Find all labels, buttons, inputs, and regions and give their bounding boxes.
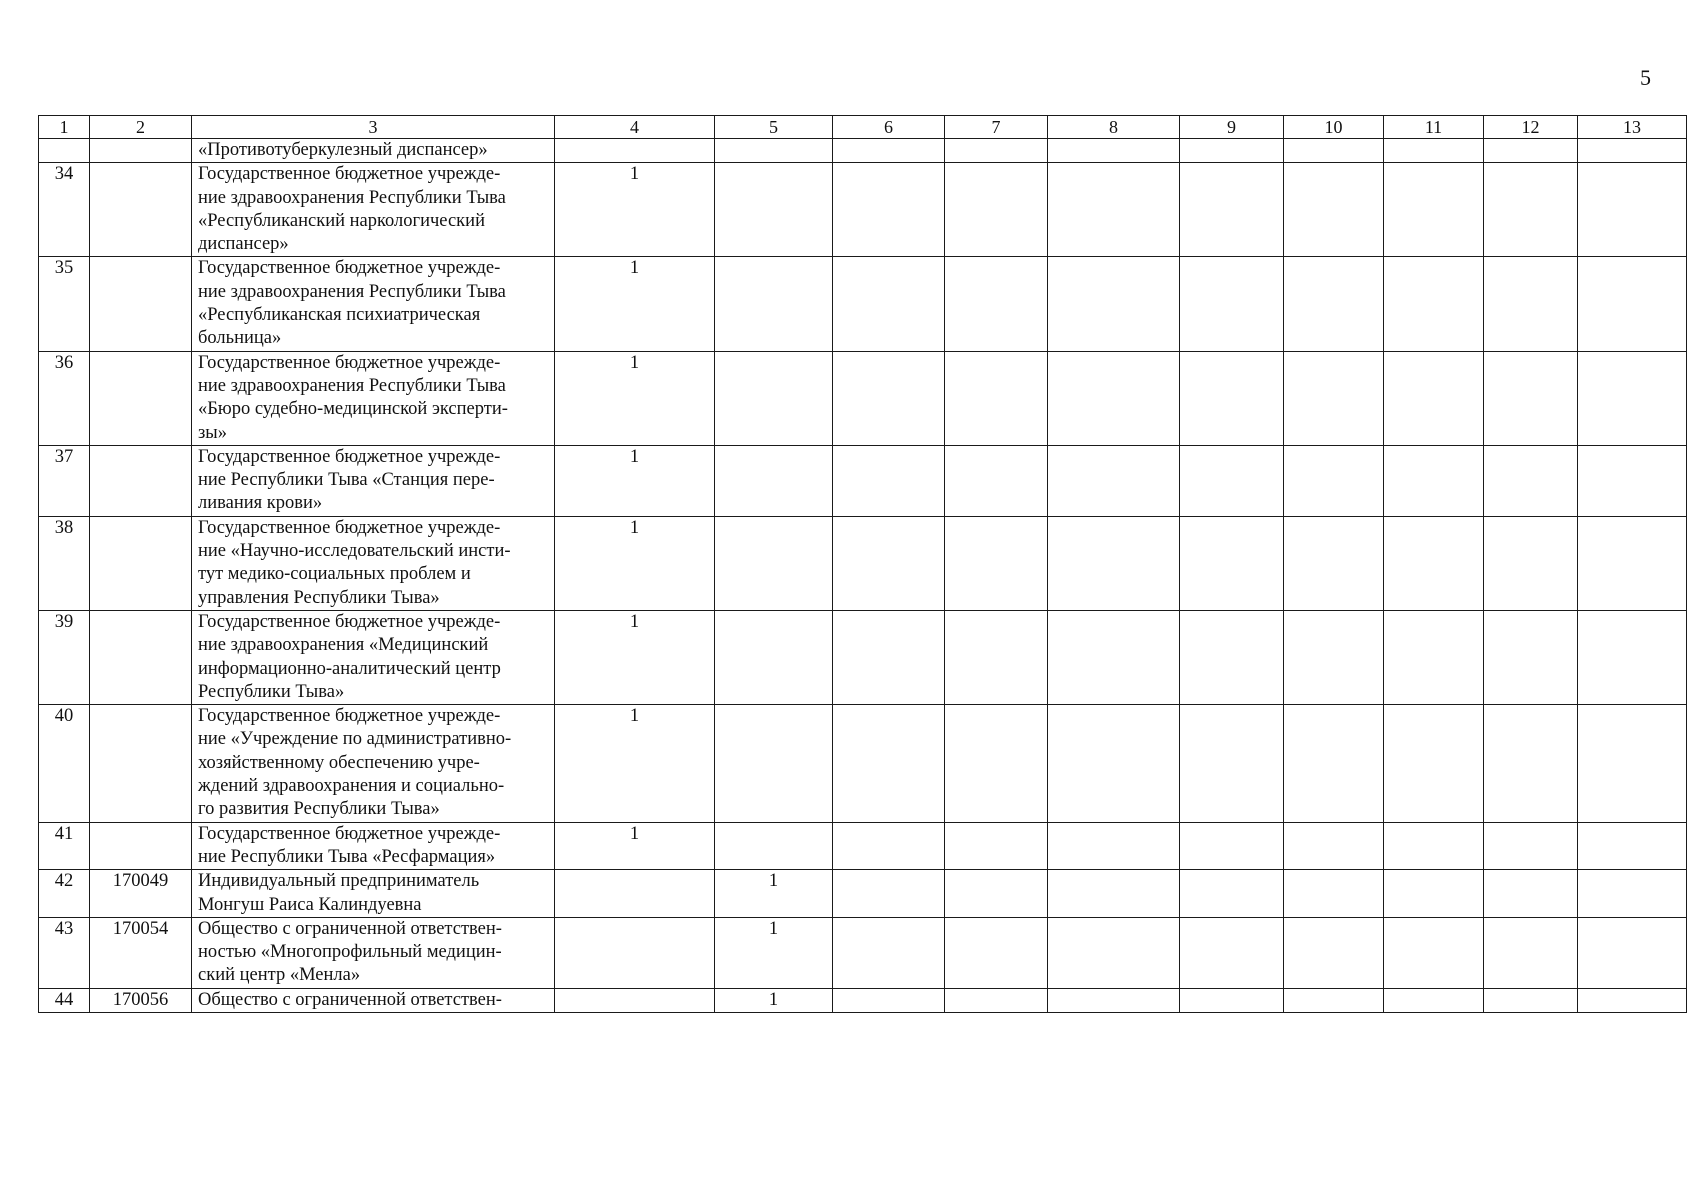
value-cell-col-10 bbox=[1284, 917, 1384, 988]
value-cell-col-4: 1 bbox=[555, 516, 715, 610]
value-cell-col-11 bbox=[1384, 445, 1484, 516]
row-code bbox=[90, 705, 192, 822]
value-cell-col-10 bbox=[1284, 163, 1384, 257]
value-cell-col-11 bbox=[1384, 705, 1484, 822]
value-cell-col-6 bbox=[833, 870, 945, 918]
organization-name-line: диспансер» bbox=[198, 234, 289, 255]
value-cell-col-8 bbox=[1048, 257, 1180, 351]
value-cell-col-12 bbox=[1484, 516, 1578, 610]
column-header: 11 bbox=[1384, 116, 1484, 139]
value-cell-col-9 bbox=[1180, 610, 1284, 704]
value-cell-col-13 bbox=[1578, 705, 1687, 822]
value-cell-col-5 bbox=[715, 163, 833, 257]
value-cell-col-4: 1 bbox=[555, 445, 715, 516]
value-cell-col-4: 1 bbox=[555, 257, 715, 351]
value-cell-col-12 bbox=[1484, 610, 1578, 704]
organization-name-line: Государственное бюджетное учрежде- bbox=[198, 446, 501, 467]
value-cell-col-7 bbox=[945, 139, 1048, 163]
value-cell-col-4: 1 bbox=[555, 822, 715, 870]
value-cell-col-6 bbox=[833, 351, 945, 445]
value-cell-col-9 bbox=[1180, 139, 1284, 163]
organization-name-line: «Бюро судебно-медицинской эксперти- bbox=[198, 399, 508, 420]
column-number-row bbox=[39, 116, 1687, 139]
column-header: 8 bbox=[1048, 116, 1180, 139]
value-cell-col-8 bbox=[1048, 822, 1180, 870]
table-row bbox=[39, 705, 1687, 822]
row-number: 37 bbox=[39, 445, 90, 516]
value-cell-col-10 bbox=[1284, 516, 1384, 610]
organization-name-line: ние здравоохранения Республики Тыва bbox=[198, 375, 506, 396]
value-cell-col-4: 1 bbox=[555, 163, 715, 257]
organization-name bbox=[192, 139, 555, 163]
value-cell-col-5 bbox=[715, 822, 833, 870]
value-cell-col-8 bbox=[1048, 516, 1180, 610]
value-cell-col-12 bbox=[1484, 822, 1578, 870]
value-cell-col-5: 1 bbox=[715, 988, 833, 1012]
row-code: 170054 bbox=[90, 917, 192, 988]
value-cell-col-11 bbox=[1384, 917, 1484, 988]
row-code bbox=[90, 822, 192, 870]
value-cell-col-7 bbox=[945, 610, 1048, 704]
value-cell-col-10 bbox=[1284, 705, 1384, 822]
organization-name-line: Государственное бюджетное учрежде- bbox=[198, 611, 501, 632]
value-cell-col-13 bbox=[1578, 610, 1687, 704]
value-cell-col-11 bbox=[1384, 139, 1484, 163]
value-cell-col-6 bbox=[833, 917, 945, 988]
value-cell-col-10 bbox=[1284, 610, 1384, 704]
organization-name-line: го развития Республики Тыва» bbox=[198, 799, 440, 820]
organization-name bbox=[192, 163, 555, 257]
value-cell-col-8 bbox=[1048, 610, 1180, 704]
organization-name-line: ние Республики Тыва «Ресфармация» bbox=[198, 846, 496, 867]
value-cell-col-5 bbox=[715, 445, 833, 516]
value-cell-col-7 bbox=[945, 870, 1048, 918]
table-row bbox=[39, 870, 1687, 918]
row-number: 42 bbox=[39, 870, 90, 918]
organization-name bbox=[192, 610, 555, 704]
organization-name-line: Республики Тыва» bbox=[198, 681, 345, 702]
organization-name-line: «Противотуберкулезный диспансер» bbox=[198, 140, 488, 160]
organization-name bbox=[192, 822, 555, 870]
value-cell-col-12 bbox=[1484, 445, 1578, 516]
organization-name-line: Общество с ограниченной ответствен- bbox=[198, 989, 502, 1010]
row-code bbox=[90, 139, 192, 163]
value-cell-col-12 bbox=[1484, 705, 1578, 822]
row-number: 38 bbox=[39, 516, 90, 610]
value-cell-col-8 bbox=[1048, 870, 1180, 918]
value-cell-col-13 bbox=[1578, 917, 1687, 988]
organization-name-line: ский центр «Менла» bbox=[198, 965, 361, 986]
organization-name-line: тут медико-социальных проблем и bbox=[198, 564, 471, 585]
row-number: 35 bbox=[39, 257, 90, 351]
value-cell-col-6 bbox=[833, 516, 945, 610]
value-cell-col-6 bbox=[833, 705, 945, 822]
value-cell-col-13 bbox=[1578, 870, 1687, 918]
table-row bbox=[39, 351, 1687, 445]
row-code bbox=[90, 163, 192, 257]
value-cell-col-11 bbox=[1384, 870, 1484, 918]
organization-name-line: ние здравоохранения Республики Тыва bbox=[198, 187, 506, 208]
value-cell-col-10 bbox=[1284, 351, 1384, 445]
organization-name-line: больница» bbox=[198, 328, 282, 349]
value-cell-col-8 bbox=[1048, 445, 1180, 516]
value-cell-col-8 bbox=[1048, 351, 1180, 445]
value-cell-col-7 bbox=[945, 988, 1048, 1012]
value-cell-col-7 bbox=[945, 917, 1048, 988]
value-cell-col-12 bbox=[1484, 257, 1578, 351]
organization-name-line: ждений здравоохранения и социально- bbox=[198, 776, 505, 797]
value-cell-col-7 bbox=[945, 351, 1048, 445]
value-cell-col-6 bbox=[833, 822, 945, 870]
data-table bbox=[38, 115, 1687, 1013]
value-cell-col-13 bbox=[1578, 988, 1687, 1012]
organization-name-line: «Республиканская психиатрическая bbox=[198, 305, 481, 326]
organization-name-line: ние «Учреждение по административно- bbox=[198, 729, 512, 750]
organization-name-line: хозяйственному обеспечению учре- bbox=[198, 752, 480, 773]
column-header: 2 bbox=[90, 116, 192, 139]
value-cell-col-6 bbox=[833, 163, 945, 257]
row-number: 41 bbox=[39, 822, 90, 870]
value-cell-col-4: 1 bbox=[555, 705, 715, 822]
row-number: 43 bbox=[39, 917, 90, 988]
organization-name bbox=[192, 917, 555, 988]
organization-name-line: Государственное бюджетное учрежде- bbox=[198, 823, 501, 844]
value-cell-col-11 bbox=[1384, 610, 1484, 704]
row-number: 40 bbox=[39, 705, 90, 822]
table-row bbox=[39, 822, 1687, 870]
organization-name-line: ние здравоохранения Республики Тыва bbox=[198, 281, 506, 302]
value-cell-col-9 bbox=[1180, 163, 1284, 257]
value-cell-col-7 bbox=[945, 822, 1048, 870]
value-cell-col-11 bbox=[1384, 516, 1484, 610]
organization-name-line: ние «Научно-исследовательский инсти- bbox=[198, 541, 511, 562]
value-cell-col-4 bbox=[555, 139, 715, 163]
table-row bbox=[39, 139, 1687, 163]
value-cell-col-4: 1 bbox=[555, 610, 715, 704]
organization-name-line: Государственное бюджетное учрежде- bbox=[198, 706, 501, 727]
table-row bbox=[39, 988, 1687, 1012]
organization-name bbox=[192, 988, 555, 1012]
organization-name-line: «Республиканский наркологический bbox=[198, 210, 485, 231]
row-code bbox=[90, 351, 192, 445]
value-cell-col-9 bbox=[1180, 445, 1284, 516]
value-cell-col-10 bbox=[1284, 445, 1384, 516]
organization-name bbox=[192, 257, 555, 351]
row-code: 170049 bbox=[90, 870, 192, 918]
value-cell-col-7 bbox=[945, 705, 1048, 822]
value-cell-col-10 bbox=[1284, 988, 1384, 1012]
organization-name-line: ние Республики Тыва «Станция пере- bbox=[198, 470, 495, 491]
organization-name-line: Общество с ограниченной ответствен- bbox=[198, 918, 502, 939]
organization-name bbox=[192, 870, 555, 918]
value-cell-col-12 bbox=[1484, 139, 1578, 163]
column-header: 12 bbox=[1484, 116, 1578, 139]
value-cell-col-8 bbox=[1048, 705, 1180, 822]
value-cell-col-7 bbox=[945, 163, 1048, 257]
row-code: 170056 bbox=[90, 988, 192, 1012]
value-cell-col-9 bbox=[1180, 257, 1284, 351]
organization-name bbox=[192, 705, 555, 822]
value-cell-col-11 bbox=[1384, 988, 1484, 1012]
column-header: 3 bbox=[192, 116, 555, 139]
column-header: 6 bbox=[833, 116, 945, 139]
value-cell-col-13 bbox=[1578, 822, 1687, 870]
column-header: 4 bbox=[555, 116, 715, 139]
organization-name-line: Монгуш Раиса Калиндуевна bbox=[198, 894, 422, 915]
value-cell-col-5 bbox=[715, 705, 833, 822]
table-row bbox=[39, 610, 1687, 704]
value-cell-col-12 bbox=[1484, 988, 1578, 1012]
value-cell-col-5: 1 bbox=[715, 917, 833, 988]
column-header: 1 bbox=[39, 116, 90, 139]
organization-name-line: Государственное бюджетное учрежде- bbox=[198, 258, 501, 279]
value-cell-col-6 bbox=[833, 988, 945, 1012]
table-row bbox=[39, 516, 1687, 610]
value-cell-col-13 bbox=[1578, 516, 1687, 610]
value-cell-col-10 bbox=[1284, 822, 1384, 870]
row-code bbox=[90, 257, 192, 351]
value-cell-col-5 bbox=[715, 257, 833, 351]
column-header: 13 bbox=[1578, 116, 1687, 139]
page-number: 5 bbox=[1640, 65, 1651, 90]
value-cell-col-12 bbox=[1484, 351, 1578, 445]
row-number: 44 bbox=[39, 988, 90, 1012]
value-cell-col-7 bbox=[945, 516, 1048, 610]
row-number: 39 bbox=[39, 610, 90, 704]
value-cell-col-4 bbox=[555, 988, 715, 1012]
value-cell-col-6 bbox=[833, 257, 945, 351]
row-number: 34 bbox=[39, 163, 90, 257]
value-cell-col-13 bbox=[1578, 163, 1687, 257]
value-cell-col-11 bbox=[1384, 257, 1484, 351]
value-cell-col-5: 1 bbox=[715, 870, 833, 918]
value-cell-col-8 bbox=[1048, 988, 1180, 1012]
organization-name-line: ние здравоохранения «Медицинский bbox=[198, 635, 489, 656]
value-cell-col-6 bbox=[833, 445, 945, 516]
row-code bbox=[90, 445, 192, 516]
value-cell-col-9 bbox=[1180, 705, 1284, 822]
organization-name bbox=[192, 516, 555, 610]
value-cell-col-8 bbox=[1048, 917, 1180, 988]
value-cell-col-10 bbox=[1284, 139, 1384, 163]
value-cell-col-12 bbox=[1484, 163, 1578, 257]
organization-name-line: управления Республики Тыва» bbox=[198, 587, 440, 608]
value-cell-col-12 bbox=[1484, 870, 1578, 918]
organization-name-line: ностью «Многопрофильный медицин- bbox=[198, 942, 502, 963]
value-cell-col-11 bbox=[1384, 822, 1484, 870]
value-cell-col-9 bbox=[1180, 988, 1284, 1012]
table-body bbox=[39, 116, 1687, 1013]
organization-name-line: ливания крови» bbox=[198, 493, 323, 514]
value-cell-col-13 bbox=[1578, 139, 1687, 163]
value-cell-col-11 bbox=[1384, 351, 1484, 445]
row-code bbox=[90, 516, 192, 610]
value-cell-col-10 bbox=[1284, 257, 1384, 351]
column-header: 10 bbox=[1284, 116, 1384, 139]
value-cell-col-11 bbox=[1384, 163, 1484, 257]
value-cell-col-13 bbox=[1578, 351, 1687, 445]
value-cell-col-12 bbox=[1484, 917, 1578, 988]
value-cell-col-4 bbox=[555, 917, 715, 988]
table-row bbox=[39, 163, 1687, 257]
value-cell-col-8 bbox=[1048, 139, 1180, 163]
value-cell-col-4: 1 bbox=[555, 351, 715, 445]
organization-name-line: Государственное бюджетное учрежде- bbox=[198, 517, 501, 538]
table-row bbox=[39, 917, 1687, 988]
table-row bbox=[39, 257, 1687, 351]
column-header: 7 bbox=[945, 116, 1048, 139]
value-cell-col-9 bbox=[1180, 917, 1284, 988]
value-cell-col-7 bbox=[945, 257, 1048, 351]
value-cell-col-10 bbox=[1284, 870, 1384, 918]
table-row bbox=[39, 445, 1687, 516]
organization-name bbox=[192, 445, 555, 516]
value-cell-col-5 bbox=[715, 351, 833, 445]
value-cell-col-5 bbox=[715, 139, 833, 163]
organization-name-line: Государственное бюджетное учрежде- bbox=[198, 164, 501, 185]
value-cell-col-9 bbox=[1180, 516, 1284, 610]
value-cell-col-4 bbox=[555, 870, 715, 918]
value-cell-col-13 bbox=[1578, 445, 1687, 516]
organization-name bbox=[192, 351, 555, 445]
organization-name-line: Государственное бюджетное учрежде- bbox=[198, 352, 501, 373]
value-cell-col-6 bbox=[833, 139, 945, 163]
value-cell-col-9 bbox=[1180, 870, 1284, 918]
value-cell-col-5 bbox=[715, 610, 833, 704]
organization-name-line: зы» bbox=[198, 422, 227, 443]
column-header: 5 bbox=[715, 116, 833, 139]
value-cell-col-9 bbox=[1180, 351, 1284, 445]
value-cell-col-5 bbox=[715, 516, 833, 610]
value-cell-col-7 bbox=[945, 445, 1048, 516]
row-number bbox=[39, 139, 90, 163]
value-cell-col-13 bbox=[1578, 257, 1687, 351]
row-code bbox=[90, 610, 192, 704]
row-number: 36 bbox=[39, 351, 90, 445]
value-cell-col-6 bbox=[833, 610, 945, 704]
organization-name-line: информационно-аналитический центр bbox=[198, 658, 501, 679]
organization-name-line: Индивидуальный предприниматель bbox=[198, 871, 480, 892]
value-cell-col-8 bbox=[1048, 163, 1180, 257]
value-cell-col-9 bbox=[1180, 822, 1284, 870]
column-header: 9 bbox=[1180, 116, 1284, 139]
